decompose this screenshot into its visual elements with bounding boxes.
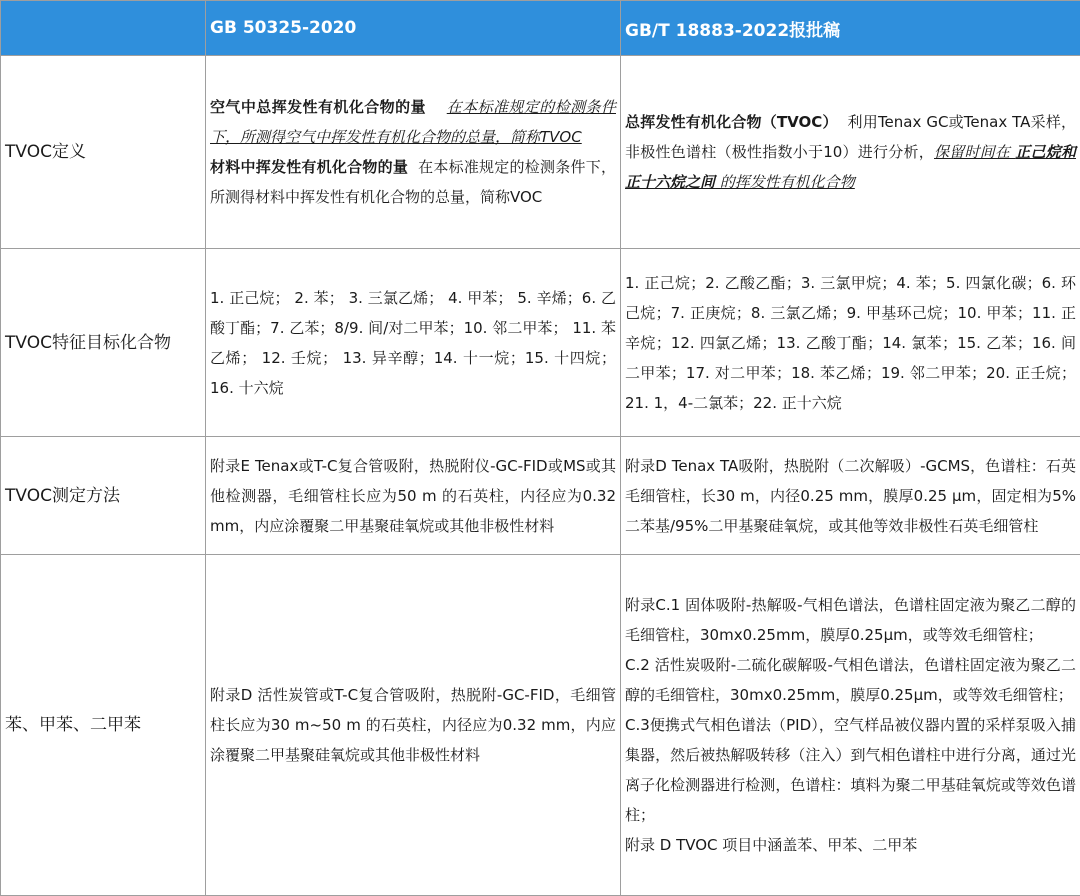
gb-def2-term: 材料中挥发性有机化合物的量 (210, 158, 408, 176)
row-label-tvoc-definition: TVOC定义 (1, 56, 206, 249)
gbt-def-text: 利用Tenax GC或Tenax TA采样，非极性色谱柱（极性指数小于10）进行分析， (625, 113, 1076, 161)
gbt-tvoc-definition (621, 56, 1080, 249)
gbt-def-italic2: 的挥发性有机化合物 (715, 173, 855, 191)
gb-tvoc-method: 附录E Tenax或T-C复合管吸附，热脱附仪-GC-FID或MS或其他检测器，毛细管柱长应为50 m 的石英柱，内径应为0.32 mm，内应涂覆聚二甲基聚硅氧烷或其他非极性材料 (206, 437, 621, 555)
gbt-btx-c1: 附录C.1 固体吸附-热解吸-气相色谱法，色谱柱固定液为聚乙二醇的毛细管柱，30mx0.25mm，膜厚0.25µm，或等效毛细管柱； (625, 590, 1076, 650)
gb-def1-sep (426, 98, 447, 116)
gb-def1-text: 在本标准规定的检测条件下，所测得空气中挥发性有机化合物的总量，简称TVOC (210, 98, 616, 146)
table-row (1, 56, 1080, 249)
gbt-target-compounds: 1. 正己烷；2. 乙酸乙酯；3. 三氯甲烷；4. 苯；5. 四氯化碳；6. 环己烷；7. 正庚烷；8. 三氯乙烯；9. 甲基环己烷；10. 甲苯；11. 正辛烷；12. 四氯乙烯；13. 乙酸丁酯；14. 氯苯；15. 乙苯；16. 间二甲苯；17. 对二甲苯；18. 苯乙烯；19. 邻二甲苯；20. 正壬烷；21. 1，4-二氯苯；22. 正十六烷 (621, 249, 1080, 437)
table-row (1, 555, 1080, 896)
gb-tvoc-definition (206, 56, 621, 249)
gbt-btx-c2: C.2 活性炭吸附-二硫化碳解吸-气相色谱法，色谱柱固定液为聚乙二醇的毛细管柱，30mx0.25mm，膜厚0.25µm，或等效毛细管柱； (625, 650, 1076, 710)
table-row (1, 249, 1080, 437)
gbt-def-bold-italic: 正己烷和正十六烷之间 (625, 143, 1076, 191)
table-row (1, 437, 1080, 555)
row-label-btx: 苯、甲苯、二甲苯 (1, 555, 206, 896)
gbt-def-italic1: 保留时间在 (934, 143, 1015, 161)
gbt-btx-method (621, 555, 1080, 896)
row-label-tvoc-method: TVOC测定方法 (1, 437, 206, 555)
gbt-def-term: 总挥发性有机化合物（TVOC） (625, 113, 838, 131)
gb-def2-text: 在本标准规定的检测条件下，所测得材料中挥发性有机化合物的总量，简称VOC (210, 158, 616, 206)
header-gb50325: GB 50325-2020 (206, 1, 621, 56)
header-row (1, 1, 1080, 56)
gbt-btx-c3: C.3便携式气相色谱法（PID），空气样品被仪器内置的采样泵吸入捕集器，然后被热解吸转移（注入）到气相色谱柱中进行分离，通过光离子化检测器进行检测，色谱柱：填料为聚二甲基硅氧烷或等效色谱柱； (625, 710, 1076, 830)
table-header (1, 1, 1080, 56)
gb-target-compounds: 1. 正己烷； 2. 苯； 3. 三氯乙烯； 4. 甲苯； 5. 辛烯；6. 乙酸丁酯；7. 乙苯；8/9. 间/对二甲苯；10. 邻二甲苯； 11. 苯乙烯； 12. 壬烷； 13. 异辛醇；14. 十一烷；15. 十四烷； 16. 十六烷 (206, 249, 621, 437)
row-label-tvoc-target-compounds: TVOC特征目标化合物 (1, 249, 206, 437)
gb-def1-term: 空气中总挥发性有机化合物的量 (210, 98, 426, 116)
gbt-tvoc-method: 附录D Tenax TA吸附，热脱附（二次解吸）-GCMS，色谱柱：石英毛细管柱，长30 m，内径0.25 mm，膜厚0.25 µm，固定相为5%二苯基/95%二甲基聚硅氧烷，或其他等效非极性石英毛细管柱 (621, 437, 1080, 555)
gb-btx-method: 附录D 活性炭管或T-C复合管吸附，热脱附-GC-FID，毛细管柱长应为30 m~50 m 的石英柱，内径应为0.32 mm，内应涂覆聚二甲基聚硅氧烷或其他非极性材料 (206, 555, 621, 896)
header-cell-empty (1, 1, 206, 56)
gbt-btx-appendix-d: 附录 D TVOC 项目中涵盖苯、甲苯、二甲苯 (625, 830, 1076, 860)
gb-def2-sep (408, 158, 418, 176)
header-gbt18883: GB/T 18883-2022报批稿 (621, 1, 1080, 56)
